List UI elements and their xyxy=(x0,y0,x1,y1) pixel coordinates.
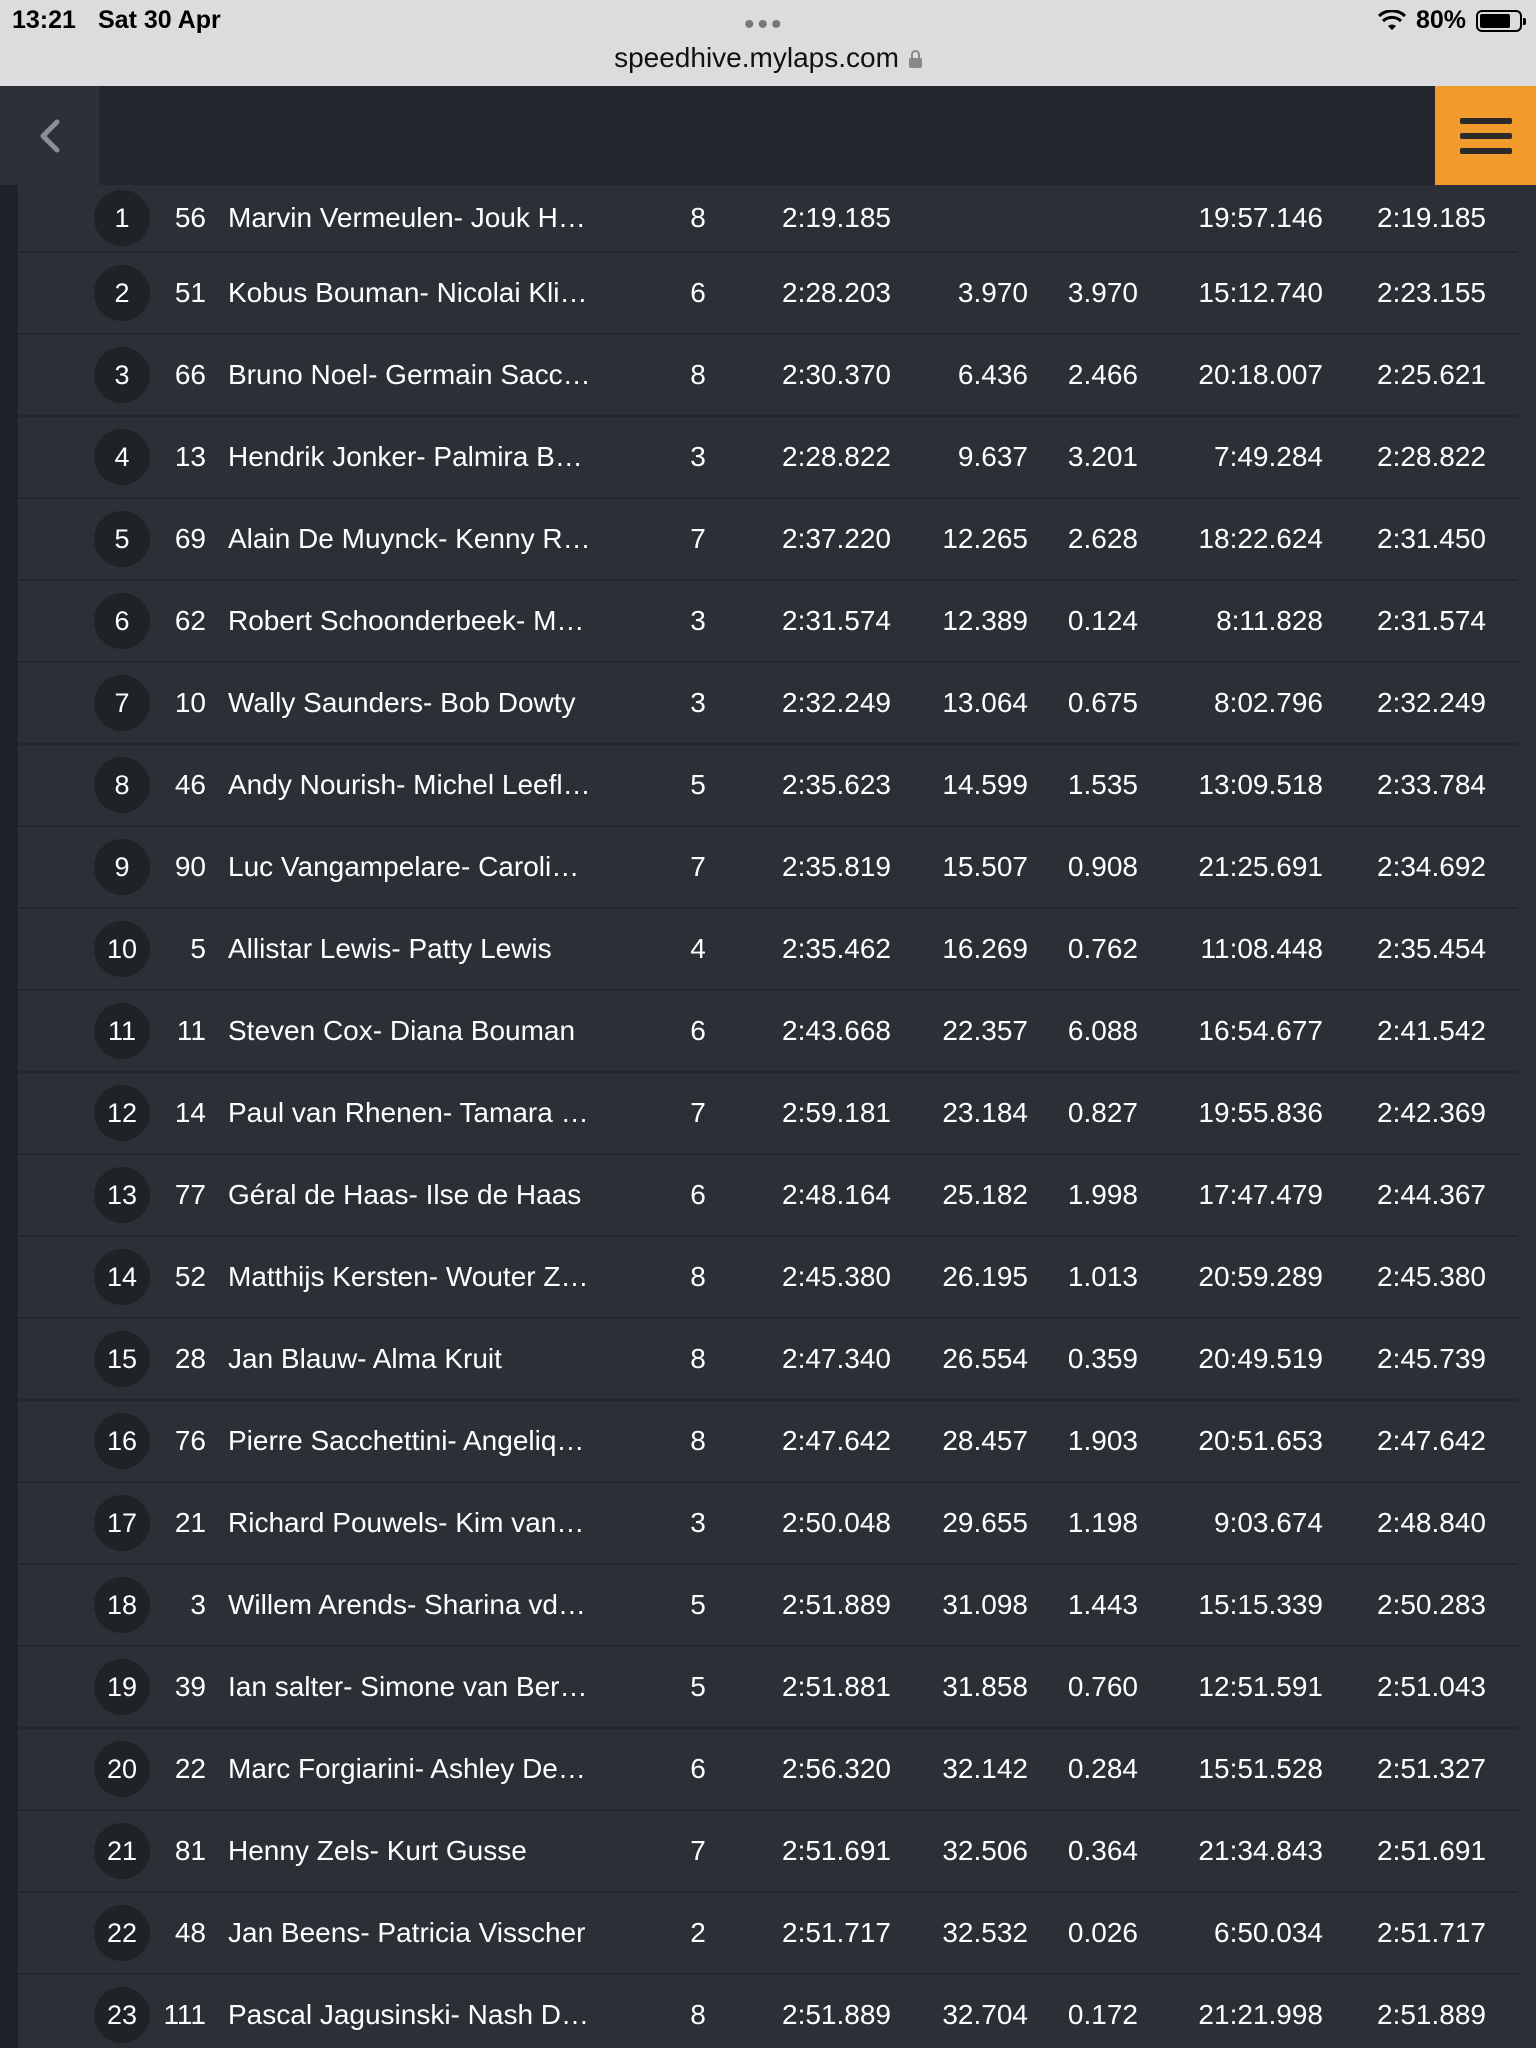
position-cell xyxy=(94,1073,150,1153)
name-cell xyxy=(228,1811,608,1891)
position-cell xyxy=(94,581,150,661)
laps-cell: 7 xyxy=(690,851,706,882)
position-cell xyxy=(94,745,150,825)
name-cell xyxy=(228,581,608,661)
total-cell: 8:11.828 xyxy=(1216,605,1323,636)
menu-icon-bar xyxy=(1460,148,1512,154)
num-cell: 51 xyxy=(174,277,206,308)
position-cell xyxy=(94,827,150,907)
driver-name: Allistar Lewis- Patty Lewis xyxy=(228,933,552,964)
driver-name: Andy Nourish- Michel Leefl… xyxy=(228,769,591,800)
driver-name: Paul van Rhenen- Tamara … xyxy=(228,1097,589,1128)
name-cell xyxy=(228,335,608,415)
position-cell xyxy=(94,1483,150,1563)
best-cell: 2:28.822 xyxy=(1377,441,1486,472)
table-row[interactable] xyxy=(18,1729,1518,1811)
laps-cell: 3 xyxy=(690,687,706,718)
back-button[interactable] xyxy=(0,86,99,185)
laps-cell: 5 xyxy=(690,769,706,800)
laps-cell: 8 xyxy=(690,1261,706,1292)
name-cell xyxy=(228,1893,608,1973)
table-row[interactable] xyxy=(18,745,1518,827)
diff-cell: 0.359 xyxy=(1067,1343,1138,1374)
table-row[interactable] xyxy=(18,1893,1518,1975)
best-cell: 2:51.717 xyxy=(1377,1917,1486,1948)
best-cell: 2:31.450 xyxy=(1377,523,1486,554)
gap-cell: 3.970 xyxy=(957,277,1028,308)
position-cell xyxy=(94,1237,150,1317)
gap-cell: 32.704 xyxy=(942,1999,1028,2030)
best-cell: 2:42.369 xyxy=(1377,1097,1486,1128)
laps-cell: 3 xyxy=(690,441,706,472)
last-cell: 2:28.822 xyxy=(782,441,891,472)
diff-cell: 1.013 xyxy=(1067,1261,1138,1292)
total-cell: 21:25.691 xyxy=(1198,851,1323,882)
position-badge: 19 xyxy=(94,1659,150,1715)
gap-cell: 31.858 xyxy=(942,1671,1028,1702)
driver-name: Pascal Jagusinski- Nash D… xyxy=(228,1999,590,2030)
position-cell xyxy=(94,1565,150,1645)
num-cell: 11 xyxy=(176,1015,206,1046)
name-cell xyxy=(228,499,608,579)
last-cell: 2:50.048 xyxy=(782,1507,891,1538)
gap-cell: 9.637 xyxy=(957,441,1028,472)
num-cell: 39 xyxy=(174,1671,206,1702)
num-cell: 77 xyxy=(174,1179,206,1210)
status-indicators xyxy=(1378,6,1522,35)
num-cell: 5 xyxy=(190,933,206,964)
table-row[interactable] xyxy=(18,185,1518,253)
gap-cell: 23.184 xyxy=(942,1097,1028,1128)
name-cell xyxy=(228,1073,608,1153)
driver-name: Pierre Sacchettini- Angeliq… xyxy=(228,1425,585,1456)
last-cell: 2:51.889 xyxy=(782,1999,891,2030)
total-cell: 20:51.653 xyxy=(1198,1425,1323,1456)
num-cell: 69 xyxy=(174,523,206,554)
laps-cell: 7 xyxy=(690,1835,706,1866)
num-cell: 62 xyxy=(174,605,206,636)
name-cell xyxy=(228,663,608,743)
laps-cell: 6 xyxy=(690,1015,706,1046)
total-cell: 21:34.843 xyxy=(1198,1835,1323,1866)
num-cell: 111 xyxy=(163,1999,206,2030)
num-cell: 66 xyxy=(174,359,206,390)
position-cell xyxy=(94,1729,150,1809)
position-badge: 3 xyxy=(94,347,150,403)
status-bar xyxy=(0,0,1536,86)
last-cell: 2:43.668 xyxy=(782,1015,891,1046)
gap-cell: 12.389 xyxy=(942,605,1028,636)
num-cell: 10 xyxy=(174,687,206,718)
name-cell xyxy=(228,1155,608,1235)
total-cell: 13:09.518 xyxy=(1198,769,1323,800)
position-badge: 12 xyxy=(94,1085,150,1141)
gap-cell: 26.554 xyxy=(942,1343,1028,1374)
laps-cell: 8 xyxy=(690,1999,706,2030)
position-badge: 9 xyxy=(94,839,150,895)
diff-cell: 0.760 xyxy=(1067,1671,1138,1702)
last-cell: 2:51.889 xyxy=(782,1589,891,1620)
best-cell: 2:51.889 xyxy=(1377,1999,1486,2030)
last-cell: 2:51.717 xyxy=(782,1917,891,1948)
num-cell: 28 xyxy=(174,1343,206,1374)
best-cell: 2:47.642 xyxy=(1377,1425,1486,1456)
driver-name: Wally Saunders- Bob Dowty xyxy=(228,687,576,718)
table-row[interactable] xyxy=(18,991,1518,1073)
driver-name: Alain De Muynck- Kenny R… xyxy=(228,523,591,554)
best-cell: 2:35.454 xyxy=(1377,933,1486,964)
position-cell xyxy=(94,1319,150,1399)
diff-cell: 2.628 xyxy=(1067,523,1138,554)
gap-cell xyxy=(898,185,1028,251)
laps-cell: 5 xyxy=(690,1589,706,1620)
best-cell: 2:51.043 xyxy=(1377,1671,1486,1702)
name-cell xyxy=(228,1729,608,1809)
position-badge: 23 xyxy=(94,1987,150,2043)
gap-cell: 25.182 xyxy=(942,1179,1028,1210)
gap-cell: 13.064 xyxy=(942,687,1028,718)
laps-cell: 4 xyxy=(690,933,706,964)
best-cell: 2:51.691 xyxy=(1377,1835,1486,1866)
last-cell: 2:51.881 xyxy=(782,1671,891,1702)
driver-name: Jan Blauw- Alma Kruit xyxy=(228,1343,502,1374)
table-row[interactable] xyxy=(18,499,1518,581)
table-row[interactable] xyxy=(18,827,1518,909)
name-cell xyxy=(228,1401,608,1481)
position-badge: 4 xyxy=(94,429,150,485)
best-cell: 2:34.692 xyxy=(1377,851,1486,882)
name-cell xyxy=(228,1975,608,2048)
position-badge: 22 xyxy=(94,1905,150,1961)
name-cell xyxy=(228,745,608,825)
gap-cell: 29.655 xyxy=(942,1507,1028,1538)
laps-cell: 6 xyxy=(690,277,706,308)
diff-cell: 0.762 xyxy=(1067,933,1138,964)
name-cell xyxy=(228,417,608,497)
last-cell: 2:59.181 xyxy=(782,1097,891,1128)
table-row[interactable] xyxy=(18,1811,1518,1893)
total-cell: 19:57.146 xyxy=(1198,202,1323,233)
position-badge: 20 xyxy=(94,1741,150,1797)
table-row[interactable] xyxy=(18,1073,1518,1155)
total-cell: 9:03.674 xyxy=(1214,1507,1323,1538)
last-cell: 2:48.164 xyxy=(782,1179,891,1210)
best-cell: 2:51.327 xyxy=(1377,1753,1486,1784)
total-cell: 21:21.998 xyxy=(1198,1999,1323,2030)
best-cell: 2:33.784 xyxy=(1377,769,1486,800)
position-badge: 6 xyxy=(94,593,150,649)
driver-name: Luc Vangampelare- Caroli… xyxy=(228,851,580,882)
laps-cell: 3 xyxy=(690,1507,706,1538)
multitasking-dots-icon[interactable]: ••• xyxy=(744,8,785,41)
diff-cell: 0.364 xyxy=(1067,1835,1138,1866)
position-badge: 21 xyxy=(94,1823,150,1879)
position-cell xyxy=(94,1893,150,1973)
position-cell xyxy=(94,991,150,1071)
table-row[interactable] xyxy=(18,1975,1518,2048)
position-badge: 1 xyxy=(94,190,150,246)
name-cell xyxy=(228,827,608,907)
gap-cell: 14.599 xyxy=(942,769,1028,800)
driver-name: Matthijs Kersten- Wouter Z… xyxy=(228,1261,589,1292)
laps-cell: 3 xyxy=(690,605,706,636)
gap-cell: 31.098 xyxy=(942,1589,1028,1620)
laps-cell: 7 xyxy=(690,1097,706,1128)
table-row[interactable] xyxy=(18,581,1518,663)
laps-cell: 8 xyxy=(690,1343,706,1374)
num-cell: 52 xyxy=(174,1261,206,1292)
total-cell: 7:49.284 xyxy=(1214,441,1323,472)
gap-cell: 22.357 xyxy=(942,1015,1028,1046)
table-row[interactable] xyxy=(18,1401,1518,1483)
name-cell xyxy=(228,1647,608,1727)
diff-cell: 0.124 xyxy=(1067,605,1138,636)
position-badge: 7 xyxy=(94,675,150,731)
diff-cell: 1.443 xyxy=(1067,1589,1138,1620)
total-cell: 12:51.591 xyxy=(1198,1671,1323,1702)
best-cell: 2:19.185 xyxy=(1377,202,1486,233)
best-cell: 2:32.249 xyxy=(1377,687,1486,718)
table-row[interactable] xyxy=(18,253,1518,335)
laps-cell: 2 xyxy=(690,1917,706,1948)
gap-cell: 28.457 xyxy=(942,1425,1028,1456)
diff-cell: 0.172 xyxy=(1067,1999,1138,2030)
total-cell: 20:49.519 xyxy=(1198,1343,1323,1374)
last-cell: 2:35.819 xyxy=(782,851,891,882)
driver-name: Steven Cox- Diana Bouman xyxy=(228,1015,576,1046)
num-cell: 21 xyxy=(174,1507,206,1538)
name-cell xyxy=(228,909,608,989)
position-cell xyxy=(94,417,150,497)
diff-cell: 1.998 xyxy=(1067,1179,1138,1210)
best-cell: 2:41.542 xyxy=(1377,1015,1486,1046)
position-cell xyxy=(94,1811,150,1891)
name-cell xyxy=(228,185,608,251)
best-cell: 2:31.574 xyxy=(1377,605,1486,636)
diff-cell: 0.827 xyxy=(1067,1097,1138,1128)
position-badge: 13 xyxy=(94,1167,150,1223)
num-cell: 14 xyxy=(174,1097,206,1128)
position-badge: 5 xyxy=(94,511,150,567)
num-cell: 48 xyxy=(174,1917,206,1948)
table-row[interactable] xyxy=(18,1319,1518,1401)
total-cell: 16:54.677 xyxy=(1198,1015,1323,1046)
best-cell: 2:45.739 xyxy=(1377,1343,1486,1374)
total-cell: 15:12.740 xyxy=(1198,277,1323,308)
num-cell: 3 xyxy=(190,1589,206,1620)
table-row[interactable] xyxy=(18,1647,1518,1729)
total-cell: 18:22.624 xyxy=(1198,523,1323,554)
num-cell: 22 xyxy=(174,1753,206,1784)
diff-cell: 1.198 xyxy=(1067,1507,1138,1538)
position-badge: 15 xyxy=(94,1331,150,1387)
name-cell xyxy=(228,1483,608,1563)
position-cell xyxy=(94,1647,150,1727)
driver-name: Marvin Vermeulen- Jouk H… xyxy=(228,202,586,233)
driver-name: Richard Pouwels- Kim van… xyxy=(228,1507,585,1538)
total-cell: 17:47.479 xyxy=(1198,1179,1323,1210)
table-row[interactable] xyxy=(18,1483,1518,1565)
diff-cell: 3.970 xyxy=(1067,277,1138,308)
position-cell xyxy=(94,663,150,743)
last-cell: 2:35.623 xyxy=(782,769,891,800)
total-cell: 15:15.339 xyxy=(1198,1589,1323,1620)
last-cell: 2:47.340 xyxy=(782,1343,891,1374)
gap-cell: 16.269 xyxy=(942,933,1028,964)
best-cell: 2:45.380 xyxy=(1377,1261,1486,1292)
last-cell: 2:31.574 xyxy=(782,605,891,636)
best-cell: 2:50.283 xyxy=(1377,1589,1486,1620)
diff-cell: 0.284 xyxy=(1067,1753,1138,1784)
driver-name: Hendrik Jonker- Palmira B… xyxy=(228,441,583,472)
total-cell: 8:02.796 xyxy=(1214,687,1323,718)
best-cell: 2:25.621 xyxy=(1377,359,1486,390)
position-cell xyxy=(94,1155,150,1235)
driver-name: Willem Arends- Sharina vd… xyxy=(228,1589,586,1620)
num-cell: 56 xyxy=(174,202,206,233)
position-badge: 17 xyxy=(94,1495,150,1551)
position-badge: 18 xyxy=(94,1577,150,1633)
url-text[interactable]: speedhive.mylaps.com xyxy=(614,42,899,73)
battery-percent: 80% xyxy=(1415,6,1466,34)
table-row[interactable] xyxy=(18,663,1518,745)
position-cell xyxy=(94,253,150,333)
address-bar[interactable] xyxy=(0,38,1536,78)
diff-cell: 6.088 xyxy=(1067,1015,1138,1046)
laps-cell: 5 xyxy=(690,1671,706,1702)
position-badge: 16 xyxy=(94,1413,150,1469)
name-cell xyxy=(228,1319,608,1399)
position-badge: 8 xyxy=(94,757,150,813)
position-badge: 10 xyxy=(94,921,150,977)
name-cell xyxy=(228,991,608,1071)
laps-cell: 7 xyxy=(690,523,706,554)
best-cell: 2:48.840 xyxy=(1377,1507,1486,1538)
table-row[interactable] xyxy=(18,1155,1518,1237)
position-badge: 2 xyxy=(94,265,150,321)
laps-cell: 8 xyxy=(690,359,706,390)
position-cell xyxy=(94,335,150,415)
wifi-icon xyxy=(1378,10,1406,32)
total-cell: 20:59.289 xyxy=(1198,1261,1323,1292)
table-row[interactable] xyxy=(18,417,1518,499)
gap-cell: 32.142 xyxy=(942,1753,1028,1784)
total-cell: 19:55.836 xyxy=(1198,1097,1323,1128)
table-row[interactable] xyxy=(18,1565,1518,1647)
total-cell: 6:50.034 xyxy=(1214,1917,1323,1948)
last-cell: 2:19.185 xyxy=(782,202,891,233)
best-cell: 2:23.155 xyxy=(1377,277,1486,308)
num-cell: 90 xyxy=(174,851,206,882)
table-row[interactable] xyxy=(18,1237,1518,1319)
name-cell xyxy=(228,253,608,333)
diff-cell: 2.466 xyxy=(1067,359,1138,390)
position-badge: 14 xyxy=(94,1249,150,1305)
chevron-left-icon xyxy=(35,116,65,156)
num-cell: 13 xyxy=(174,441,206,472)
gap-cell: 32.532 xyxy=(942,1917,1028,1948)
last-cell: 2:51.691 xyxy=(782,1835,891,1866)
gap-cell: 6.436 xyxy=(957,359,1028,390)
driver-name: Ian salter- Simone van Ber… xyxy=(228,1671,588,1702)
position-cell xyxy=(94,909,150,989)
diff-cell: 1.903 xyxy=(1067,1425,1138,1456)
driver-name: Géral de Haas- Ilse de Haas xyxy=(228,1179,582,1210)
diff-cell: 1.535 xyxy=(1067,769,1138,800)
diff-cell: 0.675 xyxy=(1067,687,1138,718)
gap-cell: 32.506 xyxy=(942,1835,1028,1866)
gap-cell: 26.195 xyxy=(942,1261,1028,1292)
table-row[interactable] xyxy=(18,909,1518,991)
gap-cell: 15.507 xyxy=(942,851,1028,882)
battery-icon xyxy=(1476,10,1522,32)
lock-icon xyxy=(909,52,922,68)
position-cell xyxy=(94,1975,150,2048)
laps-cell: 6 xyxy=(690,1753,706,1784)
position-badge: 11 xyxy=(94,1003,150,1059)
last-cell: 2:32.249 xyxy=(782,687,891,718)
name-cell xyxy=(228,1565,608,1645)
driver-name: Jan Beens- Patricia Visscher xyxy=(228,1917,586,1948)
laps-cell: 8 xyxy=(690,202,706,233)
position-cell xyxy=(94,499,150,579)
diff-cell: 0.908 xyxy=(1067,851,1138,882)
driver-name: Marc Forgiarini- Ashley De… xyxy=(228,1753,586,1784)
driver-name: Henny Zels- Kurt Gusse xyxy=(228,1835,527,1866)
menu-icon-bar xyxy=(1460,118,1512,124)
hamburger-menu-button[interactable] xyxy=(1435,86,1536,185)
gap-cell: 12.265 xyxy=(942,523,1028,554)
num-cell: 76 xyxy=(174,1425,206,1456)
table-row[interactable] xyxy=(18,335,1518,417)
total-cell: 15:51.528 xyxy=(1198,1753,1323,1784)
name-cell xyxy=(228,1237,608,1317)
total-cell: 11:08.448 xyxy=(1200,933,1323,964)
total-cell: 20:18.007 xyxy=(1198,359,1323,390)
last-cell: 2:45.380 xyxy=(782,1261,891,1292)
laps-cell: 8 xyxy=(690,1425,706,1456)
left-edge xyxy=(0,185,18,2048)
driver-name: Kobus Bouman- Nicolai Kli… xyxy=(228,277,588,308)
best-cell: 2:44.367 xyxy=(1377,1179,1486,1210)
driver-name: Bruno Noel- Germain Sacc… xyxy=(228,359,591,390)
last-cell: 2:30.370 xyxy=(782,359,891,390)
position-cell xyxy=(94,185,150,251)
last-cell: 2:37.220 xyxy=(782,523,891,554)
results-table xyxy=(18,185,1518,2048)
app-header xyxy=(0,86,1536,185)
diff-cell xyxy=(1048,185,1138,251)
last-cell: 2:56.320 xyxy=(782,1753,891,1784)
status-time: 13:21 xyxy=(12,6,76,34)
laps-cell: 6 xyxy=(690,1179,706,1210)
driver-name: Robert Schoonderbeek- M… xyxy=(228,605,585,636)
last-cell: 2:47.642 xyxy=(782,1425,891,1456)
num-cell: 81 xyxy=(174,1835,206,1866)
diff-cell: 0.026 xyxy=(1067,1917,1138,1948)
status-date: Sat 30 Apr xyxy=(98,6,221,34)
position-cell xyxy=(94,1401,150,1481)
last-cell: 2:28.203 xyxy=(782,277,891,308)
diff-cell: 3.201 xyxy=(1067,441,1138,472)
menu-icon-bar xyxy=(1460,133,1512,139)
num-cell: 46 xyxy=(174,769,206,800)
last-cell: 2:35.462 xyxy=(782,933,891,964)
